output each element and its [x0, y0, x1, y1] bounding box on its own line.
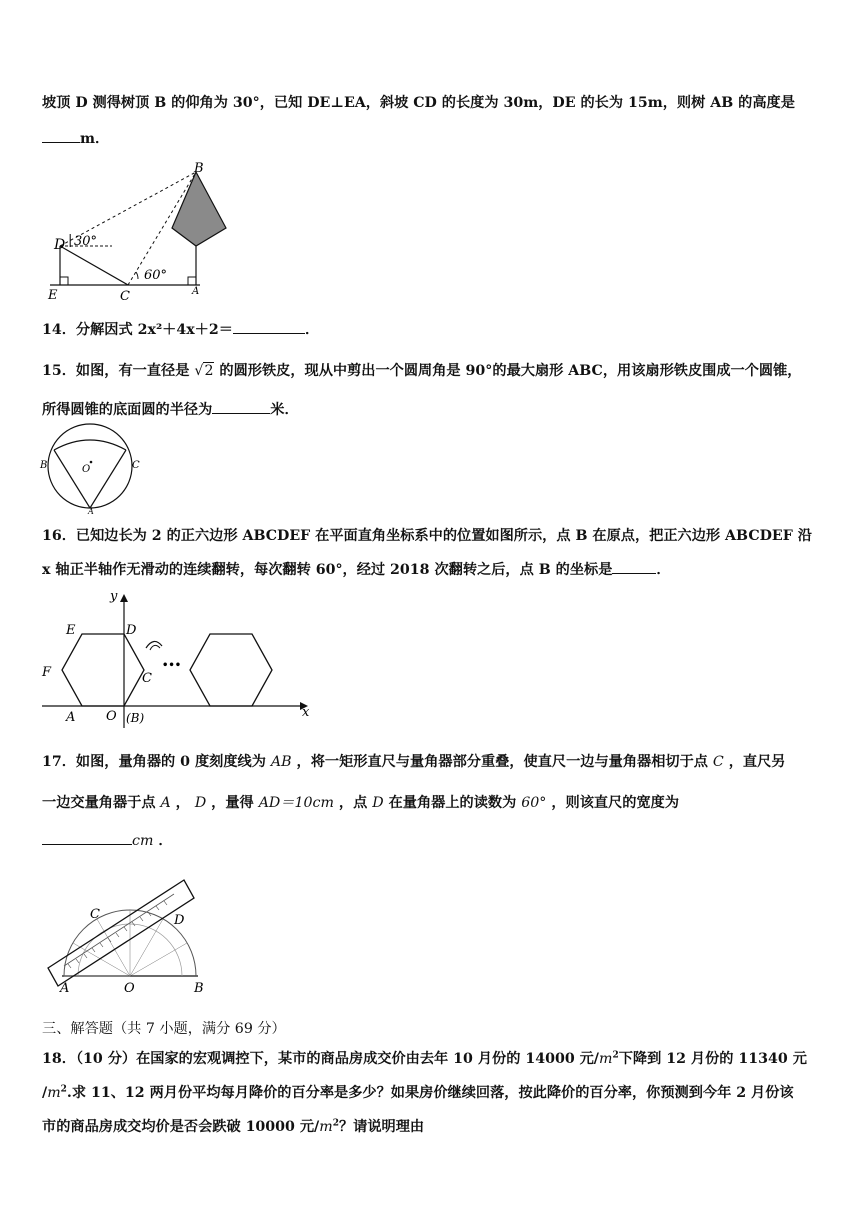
q16-line2: x 轴正半轴作无滑动的连续翻转，每次翻转 60°，经过 2018 次翻转之后，点 B 的坐标是 ．: [42, 562, 671, 578]
q15-figure: [38, 422, 148, 514]
label-B: B: [40, 460, 48, 471]
q14-line: 14．分解因式 2x²＋4x＋2＝ ．: [42, 322, 320, 338]
q15-line2: 所得圆锥的底面圆的半径为 米．: [42, 402, 299, 418]
label-C: C: [120, 289, 130, 304]
q18-line3: 市的商品房成交均价是否会跌破 10000 元$/m^2$？请说明理由: [42, 1118, 425, 1135]
label-A: A: [60, 981, 70, 996]
label-O: O: [82, 464, 91, 475]
label-A: A: [88, 507, 94, 516]
section-3-title: 三、解答题（共 7 小题，满分 69 分）: [42, 1021, 286, 1037]
q17-line1: 17．如图，量角器的 0 度刻度线为 AB ，将一矩形直尺与量角器部分重叠，使直尺一边与量角器相切于点 C ，直尺另: [42, 754, 786, 770]
label-D: D: [126, 623, 137, 638]
label-F: F: [42, 665, 52, 680]
label-B: (B): [126, 711, 145, 725]
q13-line1: 坡顶 D 测得树顶 B 的仰角为 30°，已知 DE⊥EA，斜坡 CD 的长度为 30m，DE 的长为 15m，则树 AB 的高度是: [42, 95, 795, 111]
label-C: C: [90, 907, 100, 922]
q13-figure: [40, 158, 240, 306]
q18-line2: $/m^2$.求 11、12 两月份平均每月降价的百分率是多少？如果房价继续回落，按此降价的百分率，你预测到今年 2 月份该: [42, 1084, 794, 1101]
answer-blank[interactable]: [612, 561, 656, 574]
label-A: A: [192, 286, 200, 297]
label-C: C: [132, 460, 140, 471]
label-A: A: [66, 710, 76, 725]
label-O: O: [106, 709, 117, 724]
dots: •••: [162, 660, 182, 671]
label-O: O: [124, 981, 135, 996]
label-B: B: [194, 981, 204, 996]
label-B: B: [194, 161, 204, 176]
angle-60: 60°: [144, 268, 168, 283]
q16-figure: [38, 590, 318, 730]
q18-line1: 18．（10 分）在国家的宏观调控下，某市的商品房成交价由去年 10 月份的 14000 元$/m^2$下降到 12 月份的 11340 元: [42, 1050, 807, 1067]
label-E: E: [66, 623, 76, 638]
label-y: y: [110, 589, 118, 604]
label-x: x: [302, 705, 310, 720]
label-E: E: [48, 288, 58, 303]
q17-figure: [38, 868, 218, 998]
q15-line1: 15．如图，有一直径是 √2 的圆形铁皮，现从中剪出一个圆周角是 90°的最大扇形 ABC，用该扇形铁皮围成一个圆锥，: [42, 363, 802, 379]
label-D: D: [174, 913, 185, 928]
svg-text:|: |: [68, 233, 73, 248]
answer-blank[interactable]: [42, 130, 80, 143]
answer-blank[interactable]: [233, 321, 305, 334]
q17-line3: cm ．: [42, 830, 173, 850]
q13-line2: m．: [42, 128, 109, 148]
answer-blank[interactable]: [212, 401, 270, 414]
q17-line2: 一边交量角器于点 A ， D ，量得 AD＝10cm ，点 D 在量角器上的读数为 60° ，则该直尺的宽度为: [42, 795, 680, 811]
answer-blank[interactable]: [42, 832, 132, 845]
q16-line1: 16．已知边长为 2 的正六边形 ABCDEF 在平面直角坐标系中的位置如图所示，点 B 在原点，把正六边形 ABCDEF 沿: [42, 528, 812, 544]
label-D: D: [54, 237, 66, 253]
label-C: C: [142, 671, 152, 686]
angle-30: 30°: [74, 234, 98, 249]
